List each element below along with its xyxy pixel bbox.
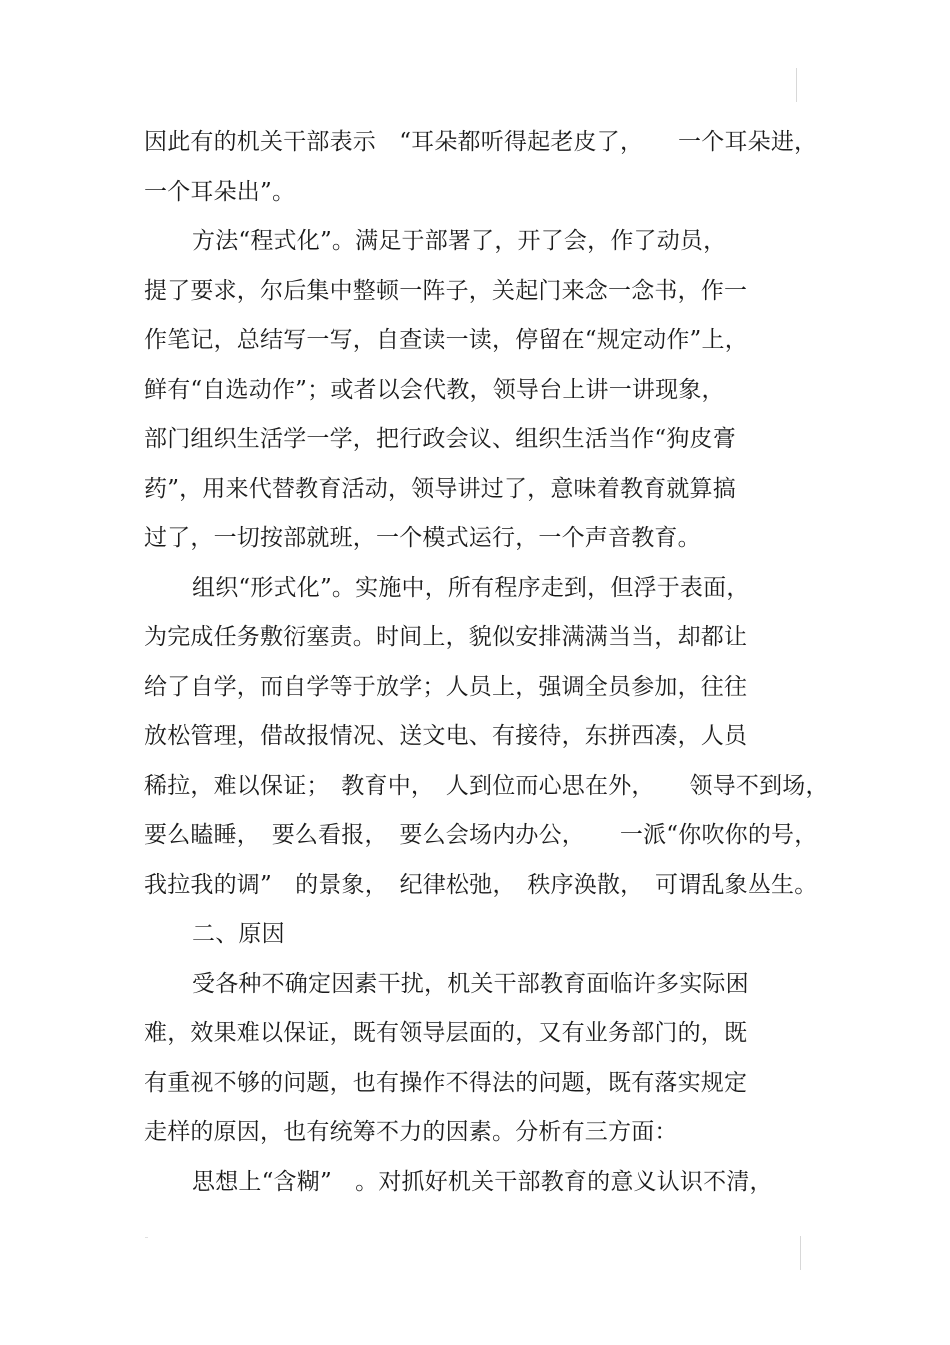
text-line: 药”，用来代替教育活动，领导讲过了，意味着教育就算搞 <box>144 475 736 502</box>
text-line: 受各种不确定因素干扰，机关干部教育面临许多实际困 <box>192 970 749 997</box>
text-line: 放松管理，借故报情况、送文电、有接待，东拼西凑，人员 <box>144 723 748 749</box>
text-line: 思想上“含糊” 。对抓好机关干部教育的意义认识不清， <box>192 1168 773 1195</box>
text-line: 给了自学，而自学等于放学；人员上，强调全员参加，往往 <box>144 673 748 700</box>
text-line: 二、原因 <box>192 921 285 947</box>
text-line: 提了要求，尔后集中整顿一阵子，关起门来念一念书，作一 <box>144 277 748 304</box>
page-corner-mark <box>145 1237 148 1238</box>
text-line: 一个耳朵出”。 <box>144 178 296 205</box>
text-line: 走样的原因，也有统筹不力的因素。分析有三方面： <box>144 1119 678 1145</box>
text-line: 鲜有“自选动作”；或者以会代教，领导台上讲一讲现象， <box>144 376 725 403</box>
page-margin-mark-bottom <box>800 1236 801 1270</box>
text-line: 因此有的机关干部表示 “耳朵都听得起老皮了， 一个耳朵进， <box>144 129 818 155</box>
text-line: 有重视不够的问题，也有操作不得法的问题，既有落实规定 <box>144 1069 748 1096</box>
text-line: 稀拉，难以保证； 教育中， 人到位而心思在外， 领导不到场， <box>144 772 829 799</box>
text-line: 为完成任务敷衍塞责。时间上，貌似安排满满当当，却都让 <box>144 624 748 650</box>
text-line: 作笔记，总结写一写，自查读一读，停留在“规定动作”上， <box>144 327 748 353</box>
text-line: 我拉我的调” 的景象， 纪律松弛， 秩序涣散， 可谓乱象丛生。 <box>144 871 818 898</box>
text-line: 部门组织生活学一学，把行政会议、组织生活当作“狗皮膏 <box>144 426 736 452</box>
document-body-text <box>144 118 829 1207</box>
page-margin-mark-top <box>796 68 797 102</box>
text-line: 组织“形式化”。实施中，所有程序走到，但浮于表面， <box>192 574 750 601</box>
text-line: 方法“程式化”。满足于部署了，开了会，作了动员， <box>192 228 727 254</box>
text-line: 过了，一切按部就班，一个模式运行，一个声音教育。 <box>144 525 701 551</box>
text-line: 难，效果难以保证，既有领导层面的，又有业务部门的，既 <box>144 1020 748 1046</box>
text-line: 要么瞌睡， 要么看报， 要么会场内办公， 一派“你吹你的号， <box>144 822 818 848</box>
